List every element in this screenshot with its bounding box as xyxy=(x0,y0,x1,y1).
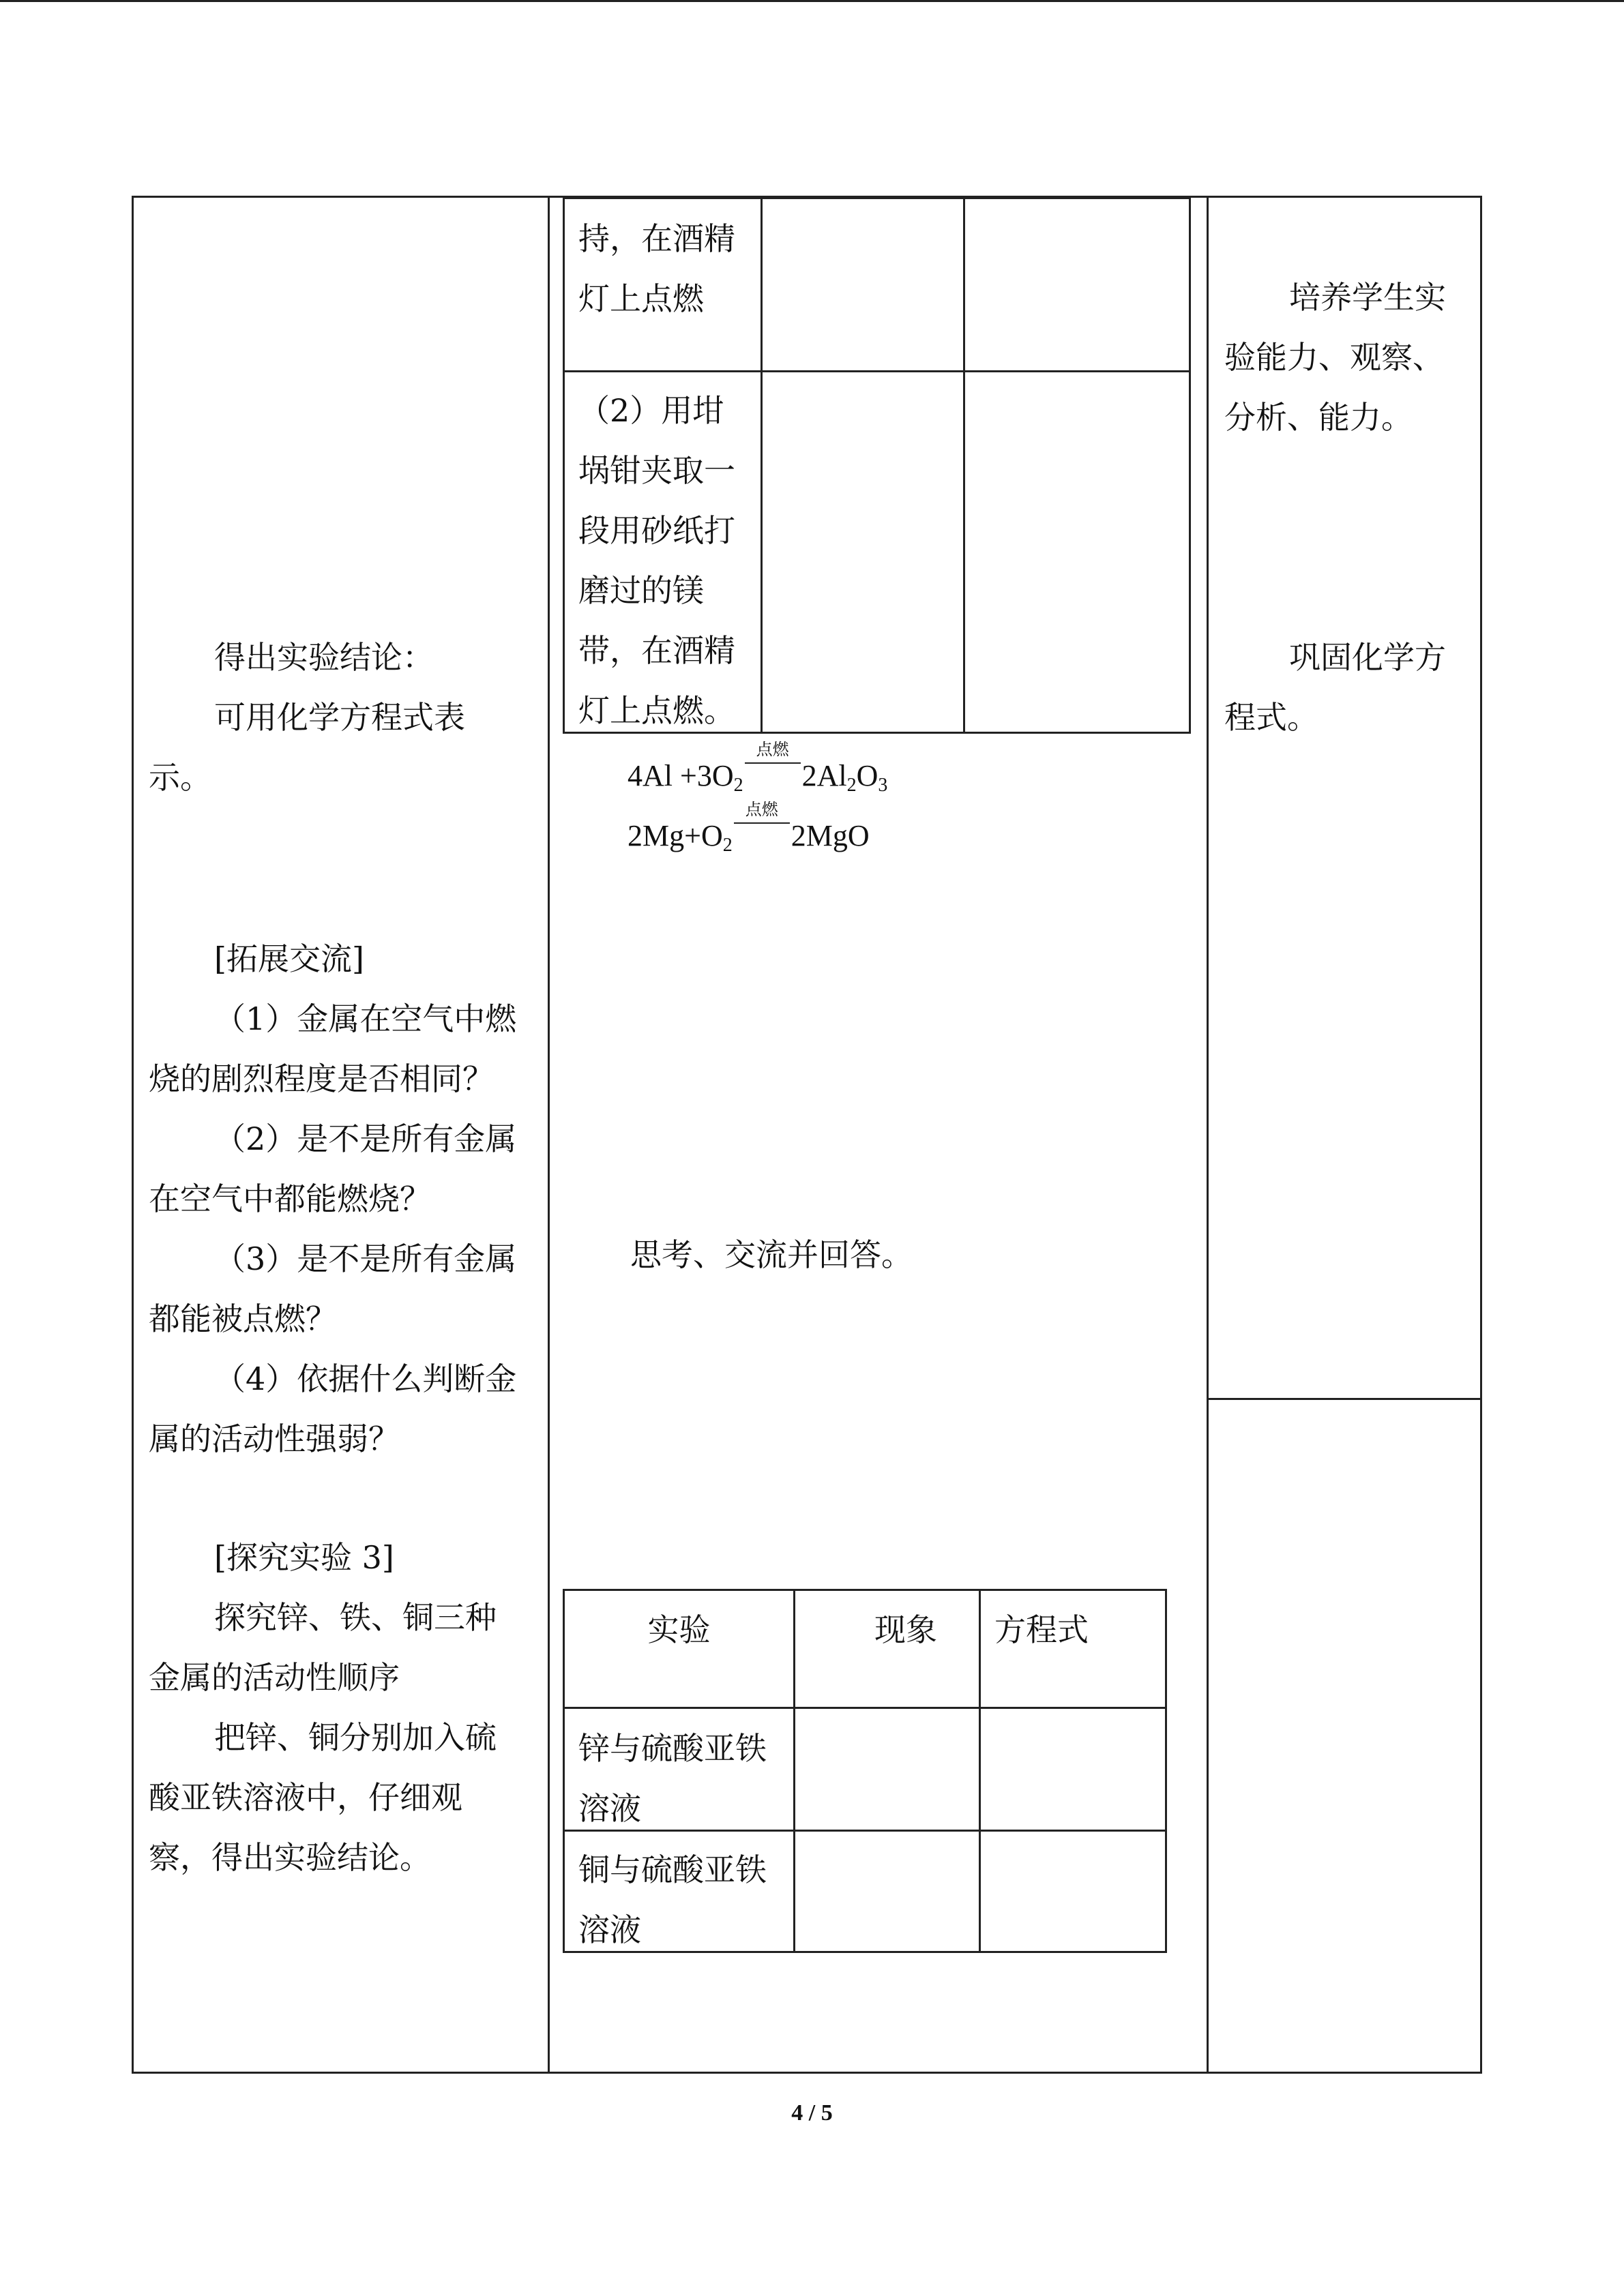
equation-aluminum: $4Al +3O_2$ 点燃 $2Al_2O_3$ xyxy=(628,740,888,796)
table1-row2-line: 带，在酒精 xyxy=(578,632,735,669)
extension-line: 在空气中都能燃烧？ xyxy=(149,1180,431,1217)
table2-row-label: 铜与硫酸亚铁 xyxy=(578,1851,767,1888)
conclusion-line: 可用化学方程式表 xyxy=(214,699,465,736)
table2-row-label: 溶液 xyxy=(578,1911,641,1948)
goal-line: 巩固化学方 xyxy=(1289,639,1446,676)
experiment3-line: 察，得出实验结论。 xyxy=(149,1839,431,1876)
table1-row1-line: 持，在酒精 xyxy=(578,220,735,257)
table1-row2-line: 磨过的镁 xyxy=(578,572,704,609)
goal-line: 培养学生实 xyxy=(1289,279,1446,316)
experiment3-line: 酸亚铁溶液中，仔细观 xyxy=(149,1779,462,1816)
extension-line: （1）金属在空气中燃 xyxy=(214,1000,517,1037)
table2-header: 方程式 xyxy=(994,1611,1089,1648)
extension-line: 属的活动性强弱？ xyxy=(149,1420,400,1457)
experiment3-heading: [探究实验 3] xyxy=(214,1539,394,1576)
reaction-condition: 点燃 xyxy=(745,800,778,819)
conclusion-line: 示。 xyxy=(149,759,211,796)
table1-row2-line: 埚钳夹取一 xyxy=(578,452,735,489)
experiment3-line: 探究锌、铁、铜三种 xyxy=(214,1599,497,1636)
table2-row-label: 溶液 xyxy=(578,1790,641,1827)
goal-line: 分析、能力。 xyxy=(1224,399,1413,436)
experiment3-line: 金属的活动性顺序 xyxy=(149,1659,400,1696)
table2-row-label: 锌与硫酸亚铁 xyxy=(578,1730,767,1767)
goal-line: 程式。 xyxy=(1224,699,1318,736)
top-border xyxy=(0,0,1624,2)
table2-header: 实验 xyxy=(647,1611,711,1648)
equation-magnesium: $2Mg+O_2$ 点燃 2MgO xyxy=(628,800,870,856)
conclusion-line: 得出实验结论： xyxy=(214,639,434,676)
discussion-text: 思考、交流并回答。 xyxy=(630,1236,913,1273)
reaction-condition: 点燃 xyxy=(756,740,789,759)
table1-row1-line: 灯上点燃 xyxy=(578,280,704,317)
table1-row2-line: 段用砂纸打 xyxy=(578,512,735,549)
experiment3-line: 把锌、铜分别加入硫 xyxy=(214,1719,497,1756)
table1-row2-line: 灯上点燃。 xyxy=(578,692,735,729)
extension-line: （4）依据什么判断金 xyxy=(214,1360,517,1397)
goal-line: 验能力、观察、 xyxy=(1224,339,1444,376)
extension-line: 都能被点燃？ xyxy=(149,1300,337,1337)
extension-line: （2）是不是所有金属 xyxy=(214,1120,517,1157)
table2-header: 现象 xyxy=(874,1611,937,1648)
extension-line: （3）是不是所有金属 xyxy=(214,1240,517,1277)
page-number: 4 / 5 xyxy=(791,2100,833,2126)
extension-line: 烧的剧烈程度是否相同？ xyxy=(149,1060,494,1097)
table1-row2-line: （2）用坩 xyxy=(578,392,724,429)
extension-heading: [拓展交流] xyxy=(214,940,364,977)
